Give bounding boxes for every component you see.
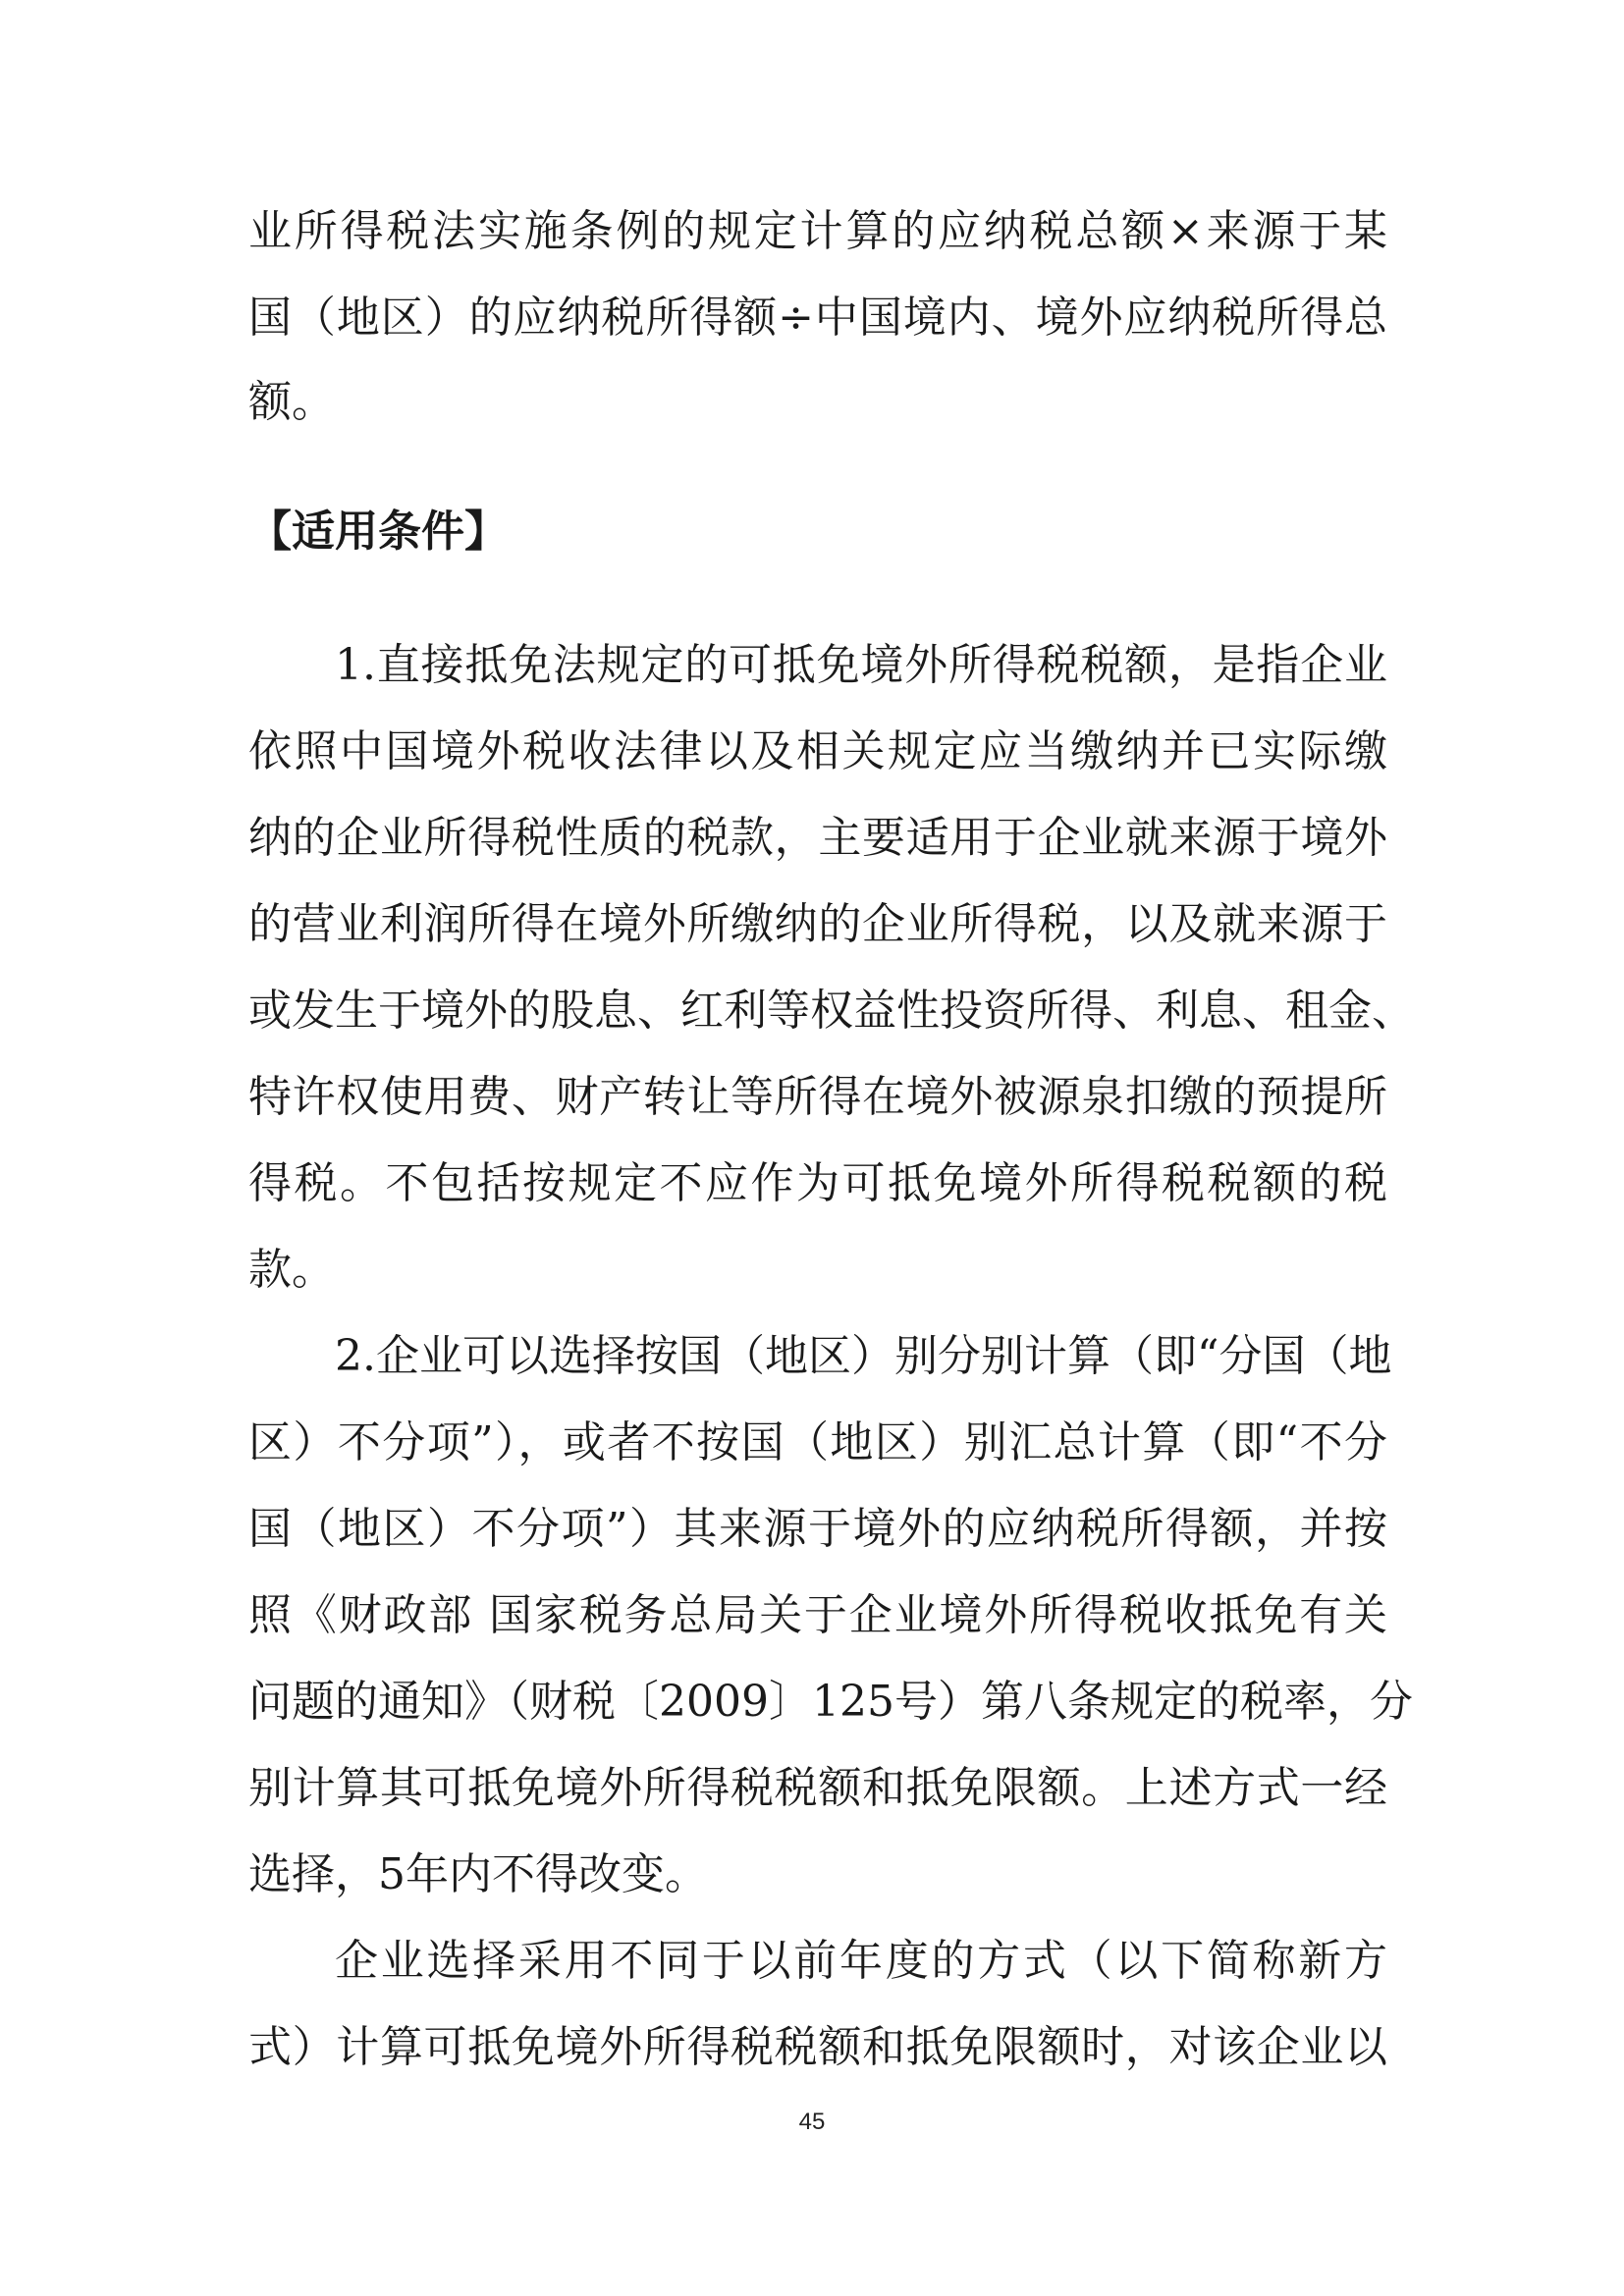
intro-line-2: 国（地区）的应纳税所得额÷中国境内、境外应纳税所得总 — [248, 293, 1387, 343]
intro-line-3: 额。 — [248, 377, 335, 427]
paragraph-2-line-2: 区）不分项”），或者不按国（地区）别汇总计算（即“不分 — [248, 1417, 1387, 1468]
paragraph-1-line-4: 的营业利润所得在境外所缴纳的企业所得税，以及就来源于 — [248, 899, 1387, 949]
paragraph-1-line-2: 依照中国境外税收法律以及相关规定应当缴纳并已实际缴 — [248, 726, 1387, 776]
paragraph-2-line-7: 选择，5年内不得改变。 — [248, 1849, 708, 1899]
page-number: 45 — [798, 2109, 826, 2135]
paragraph-1-line-7: 得税。不包括按规定不应作为可抵免境外所得税税额的税 — [248, 1158, 1387, 1208]
paragraph-1-line-6: 特许权使用费、财产转让等所得在境外被源泉扣缴的预提所 — [248, 1072, 1387, 1122]
paragraph-1-line-1: 1.直接抵免法规定的可抵免境外所得税税额，是指企业 — [335, 640, 1387, 690]
paragraph-2-line-1: 2.企业可以选择按国（地区）别分别计算（即“分国（地 — [335, 1331, 1392, 1381]
paragraph-1-line-5: 或发生于境外的股息、红利等权益性投资所得、利息、租金、 — [248, 986, 1415, 1036]
paragraph-2-line-5: 问题的通知》（财税〔2009〕125号）第八条规定的税率，分 — [248, 1677, 1413, 1727]
section-heading: 【适用条件】 — [248, 507, 508, 557]
paragraph-2-line-3: 国（地区）不分项”）其来源于境外的应纳税所得额，并按 — [248, 1504, 1387, 1554]
paragraph-2-line-6: 别计算其可抵免境外所得税税额和抵免限额。上述方式一经 — [248, 1763, 1387, 1813]
paragraph-3-line-1: 企业选择采用不同于以前年度的方式（以下简称新方 — [335, 1936, 1387, 1986]
paragraph-1-line-8: 款。 — [248, 1245, 335, 1295]
intro-line-1: 业所得税法实施条例的规定计算的应纳税总额×来源于某 — [248, 206, 1387, 256]
paragraph-3-line-2: 式）计算可抵免境外所得税税额和抵免限额时，对该企业以 — [248, 2022, 1387, 2072]
paragraph-2-line-4: 照《财政部 国家税务总局关于企业境外所得税收抵免有关 — [248, 1590, 1387, 1640]
paragraph-1-line-3: 纳的企业所得税性质的税款，主要适用于企业就来源于境外 — [248, 813, 1387, 863]
